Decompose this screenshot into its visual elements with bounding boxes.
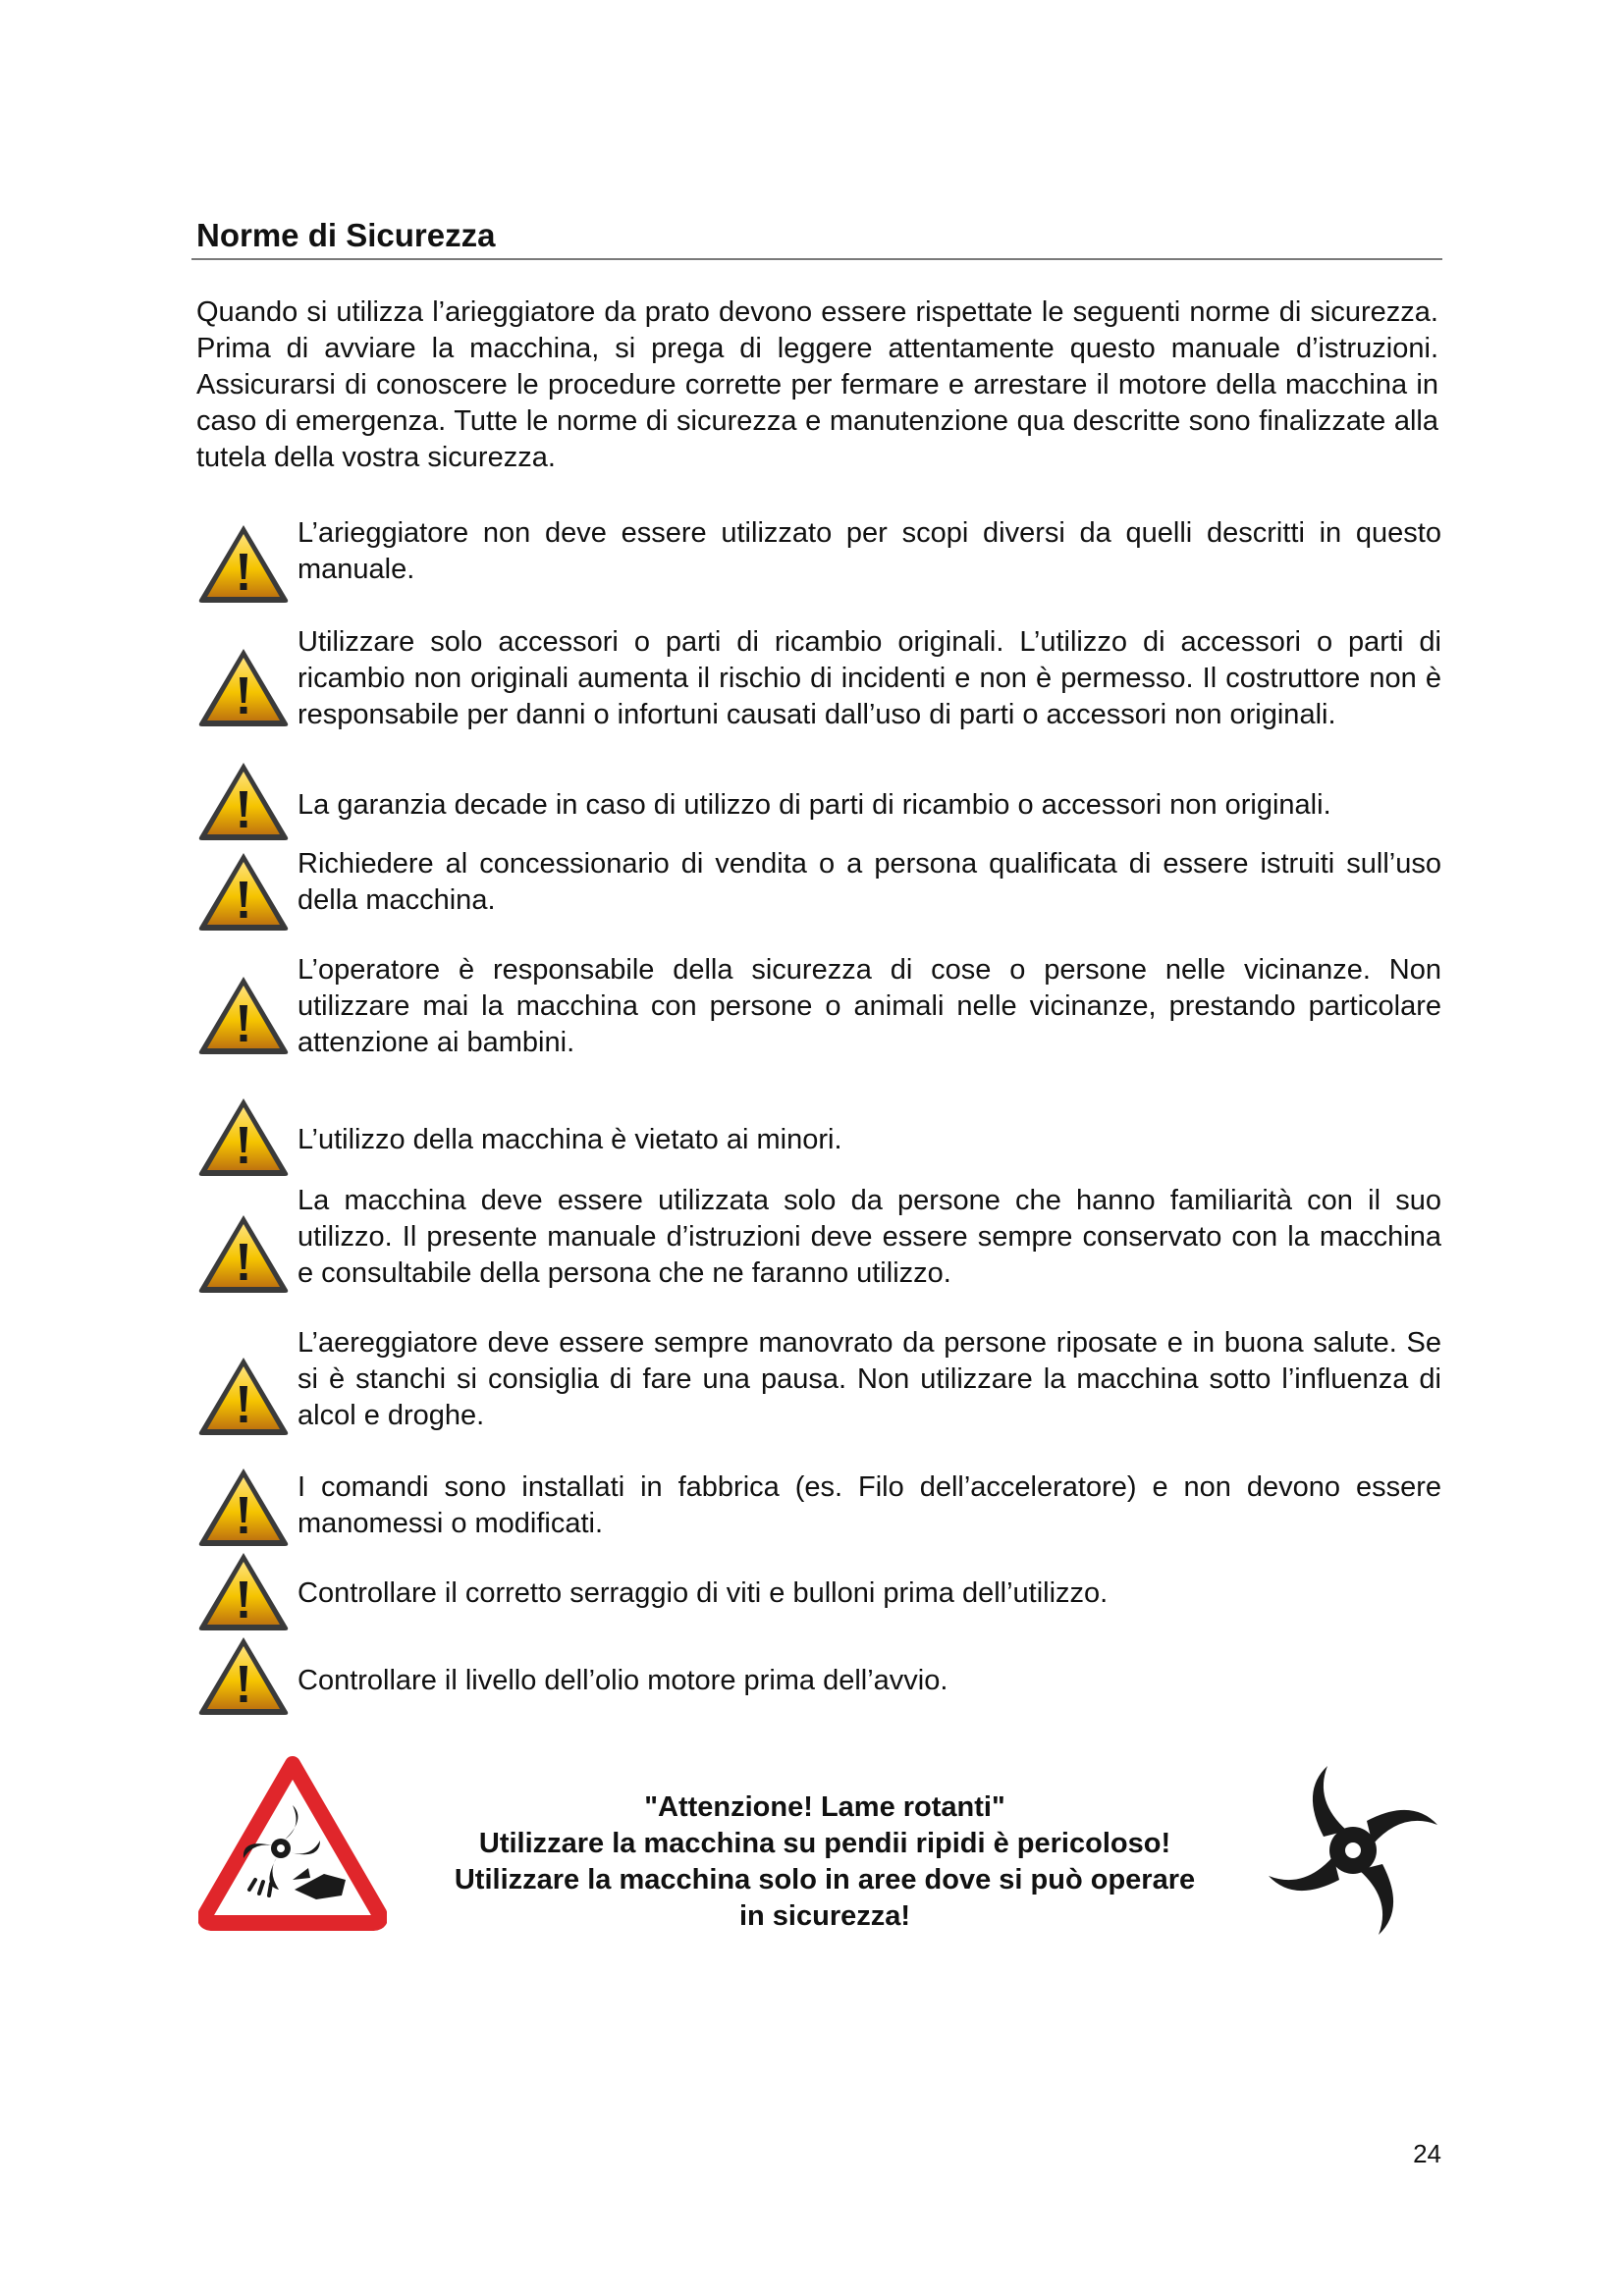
- intro-paragraph: Quando si utilizza l’arieggiatore da prato devono essere rispettate le seguenti norme di sicurezza. Prima di avviare la macchina, si prega di leggere attentamente questo manuale d’istruzioni. Assicurarsi di conoscere le procedure corrette per fermare e arrestare il motore della macchina in caso di emergenza. Tutte le norme di sicurezza e manutenzione qua descritte sono finalizzate alla tutela della vostra sicurezza.: [196, 296, 1438, 473]
- page-title: Norme di Sicurezza: [196, 217, 496, 253]
- rotating-blades-hand-warning-icon: [198, 1754, 387, 1931]
- danger-heading: "Attenzione! Lame rotanti": [644, 1791, 1005, 1823]
- safety-rule-text: Richiedere al concessionario di vendita o a persona qualificata di essere istruiti sull’uso della macchina.: [298, 848, 1441, 916]
- safety-rule-text: L’utilizzo della macchina è vietato ai minori.: [298, 1124, 842, 1155]
- warning-triangle-icon: [196, 1355, 291, 1437]
- warning-triangle-icon: [196, 646, 291, 728]
- danger-line: in sicurezza!: [738, 1900, 911, 1932]
- safety-rule-text: Controllare il livello dell’olio motore prima dell’avvio.: [298, 1665, 948, 1696]
- rotating-blade-icon: [1263, 1760, 1439, 1937]
- warning-triangle-icon: [196, 1212, 291, 1295]
- danger-line: Utilizzare la macchina solo in aree dove si può operare: [454, 1864, 1196, 1896]
- danger-line: Utilizzare la macchina su pendii ripidi è pericoloso!: [478, 1828, 1171, 1859]
- safety-rule-text: L’aereggiatore deve essere sempre manovrato da persone riposate e in buona salute. Se si è stanchi si consiglia di fare una pausa. Non utilizzare la macchina sotto l’influenza di alcol e droghe.: [298, 1327, 1441, 1431]
- safety-rule-text: L’operatore è responsabile della sicurezza di cose o persone nelle vicinanze. Non utilizzare mai la macchina con persone o animali nelle vicinanze, prestando particolare attenzione ai bambini.: [298, 954, 1441, 1058]
- warning-triangle-icon: [196, 522, 291, 605]
- warning-triangle-icon: [196, 1466, 291, 1548]
- safety-rule-text: La garanzia decade in caso di utilizzo di parti di ricambio o accessori non originali.: [298, 789, 1331, 821]
- warning-triangle-icon: [196, 1550, 291, 1632]
- safety-rule-text: L’arieggiatore non deve essere utilizzato per scopi diversi da quelli descritti in questo manuale.: [298, 517, 1441, 585]
- title-divider: [191, 258, 1442, 260]
- warning-triangle-icon: [196, 850, 291, 933]
- safety-rule-text: La macchina deve essere utilizzata solo da persone che hanno familiarità con il suo utilizzo. Il presente manuale d’istruzioni deve essere sempre conservato con la macchina e consultabile della persona che ne faranno utilizzo.: [298, 1185, 1441, 1289]
- safety-rule-text: I comandi sono installati in fabbrica (es. Filo dell’acceleratore) e non devono essere manomessi o modificati.: [298, 1471, 1441, 1539]
- warning-triangle-icon: [196, 1095, 291, 1178]
- page-number: 24: [1413, 2139, 1441, 2168]
- warning-triangle-icon: [196, 760, 291, 842]
- warning-triangle-icon: [196, 974, 291, 1056]
- safety-rule-text: Controllare il corretto serraggio di viti e bulloni prima dell’utilizzo.: [298, 1577, 1109, 1609]
- safety-rule-text: Utilizzare solo accessori o parti di ricambio originali. L’utilizzo di accessori o parti di ricambio non originali aumenta il rischio di incidenti e non è permesso. Il costruttore non è responsabile per danni o infortuni causati dall’uso di parti o accessori non originali.: [298, 626, 1441, 730]
- warning-triangle-icon: [196, 1634, 291, 1717]
- blade-danger-notice: [403, 1789, 1247, 1935]
